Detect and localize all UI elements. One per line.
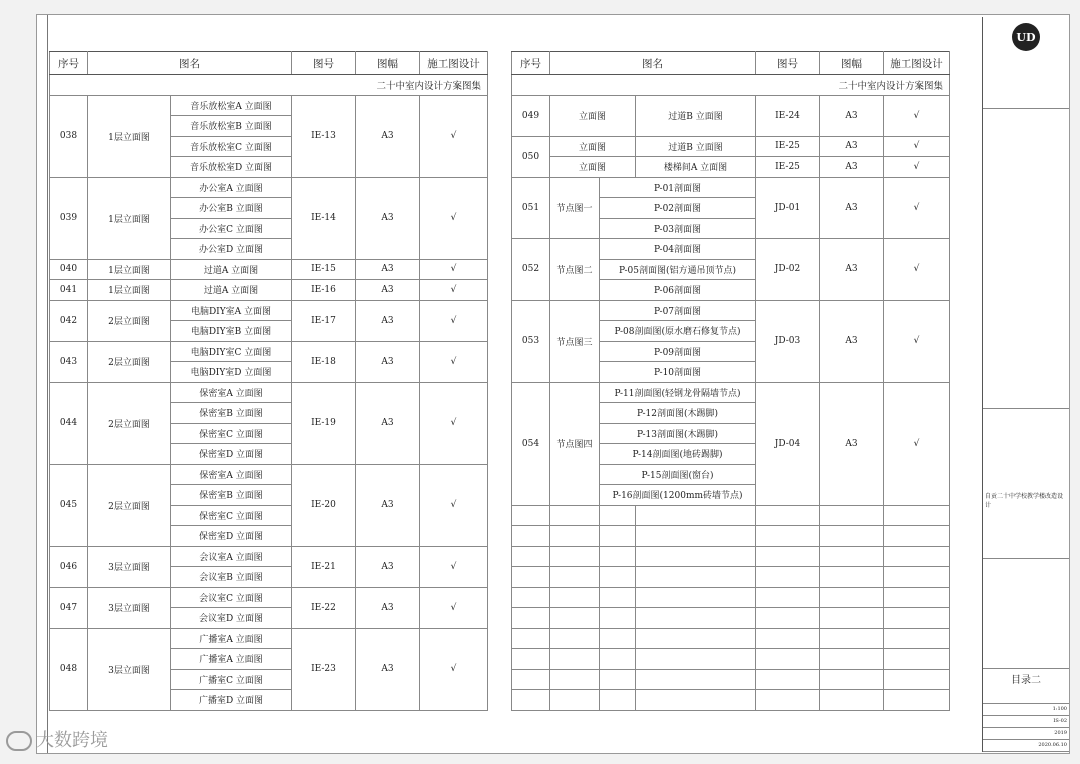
row-number: 042 xyxy=(50,300,88,341)
scale-cell: 1:100 xyxy=(983,704,1069,716)
row-number: 047 xyxy=(50,587,88,628)
col-no: 序号 xyxy=(512,52,550,75)
empty-cell xyxy=(820,546,884,567)
empty-cell xyxy=(512,649,550,670)
drawing-title: P-04剖面图 xyxy=(600,239,756,260)
paper-size: A3 xyxy=(356,177,420,259)
paper-size: A3 xyxy=(820,300,884,382)
drawing-code: JD-02 xyxy=(756,239,820,301)
drawing-code: IE-18 xyxy=(292,341,356,382)
empty-row xyxy=(512,669,950,690)
paper-size: A3 xyxy=(356,95,420,177)
drawing-title: 会议室D 立面图 xyxy=(171,608,292,629)
empty-cell xyxy=(550,649,600,670)
drawing-title: 办公室D 立面图 xyxy=(171,239,292,260)
drawing-code: IE-20 xyxy=(292,464,356,546)
drawing-code: IE-24 xyxy=(756,95,820,136)
drawing-title: 过道A 立面图 xyxy=(171,259,292,280)
empty-cell xyxy=(550,628,600,649)
drawing-code: IE-16 xyxy=(292,280,356,301)
drawing-title: 保密室B 立面图 xyxy=(171,403,292,424)
group-name: 2层立面图 xyxy=(88,382,171,464)
check-mark: √ xyxy=(420,177,488,259)
empty-cell xyxy=(820,649,884,670)
paper-size: A3 xyxy=(356,382,420,464)
watermark xyxy=(6,726,108,752)
empty-cell xyxy=(820,608,884,629)
check-mark: √ xyxy=(884,239,950,301)
title-block xyxy=(982,17,1069,752)
row-number: 050 xyxy=(512,136,550,177)
empty-cell xyxy=(550,505,600,526)
check-mark: √ xyxy=(420,259,488,280)
paper-size: A3 xyxy=(820,95,884,136)
empty-cell xyxy=(636,567,756,588)
check-mark: √ xyxy=(420,280,488,301)
drawing-code: IE-25 xyxy=(756,157,820,178)
drawing-code: IE-25 xyxy=(756,136,820,157)
row-number: 041 xyxy=(50,280,88,301)
drawing-title: 办公室A 立面图 xyxy=(171,177,292,198)
empty-cell xyxy=(636,587,756,608)
table-row xyxy=(512,177,950,198)
drawing-code: IE-13 xyxy=(292,95,356,177)
check-mark: √ xyxy=(420,587,488,628)
group-name: 2层立面图 xyxy=(88,341,171,382)
drawing-title: 保密室D 立面图 xyxy=(171,526,292,547)
subtitle-row xyxy=(50,75,488,96)
empty-cell xyxy=(884,526,950,547)
drawing-code: IE-23 xyxy=(292,628,356,710)
check-mark: √ xyxy=(884,177,950,239)
col-title: 图名 xyxy=(88,52,292,75)
empty-cell xyxy=(636,526,756,547)
table-row xyxy=(50,300,488,321)
empty-cell xyxy=(636,669,756,690)
check-mark: √ xyxy=(884,300,950,382)
drawing-name: 目录二 xyxy=(1011,675,1041,686)
header-row xyxy=(512,52,950,75)
empty-cell xyxy=(756,608,820,629)
drawing-title: 保密室C 立面图 xyxy=(171,505,292,526)
drawing-title: 楼梯间A 立面图 xyxy=(636,157,756,178)
table-row xyxy=(50,95,488,116)
empty-cell xyxy=(512,669,550,690)
empty-row xyxy=(512,526,950,547)
empty-row xyxy=(512,546,950,567)
paper-size: A3 xyxy=(356,587,420,628)
drawing-title: 会议室B 立面图 xyxy=(171,567,292,588)
notes-area xyxy=(983,109,1069,409)
project-subtitle: 二十中室内设计方案图集 xyxy=(512,75,950,96)
drawing-title: 电脑DIY室B 立面图 xyxy=(171,321,292,342)
paper-size: A3 xyxy=(356,280,420,301)
row-number: 039 xyxy=(50,177,88,259)
empty-cell xyxy=(756,526,820,547)
table-row xyxy=(50,464,488,485)
empty-cell xyxy=(636,649,756,670)
drawing-code: IE-15 xyxy=(292,259,356,280)
row-number: 038 xyxy=(50,95,88,177)
empty-cell xyxy=(600,690,636,711)
empty-cell xyxy=(636,546,756,567)
check-mark: √ xyxy=(420,341,488,382)
paper-size: A3 xyxy=(820,136,884,157)
group-name: 节点图二 xyxy=(550,239,600,301)
group-name: 立面图 xyxy=(550,157,636,178)
empty-row xyxy=(512,587,950,608)
empty-cell xyxy=(884,587,950,608)
group-name: 立面图 xyxy=(550,95,636,136)
table-row xyxy=(50,628,488,649)
table-row xyxy=(512,239,950,260)
row-number: 049 xyxy=(512,95,550,136)
group-name: 1层立面图 xyxy=(88,177,171,259)
empty-cell xyxy=(636,505,756,526)
empty-row xyxy=(512,505,950,526)
drawing-title: P-16剖面图(1200mm砖墙节点) xyxy=(600,485,756,506)
drawing-title: 办公室B 立面图 xyxy=(171,198,292,219)
empty-cell xyxy=(756,690,820,711)
drawing-title: 保密室A 立面图 xyxy=(171,382,292,403)
empty-cell xyxy=(820,628,884,649)
col-size: 图幅 xyxy=(820,52,884,75)
year-cell: 2019 xyxy=(983,728,1069,740)
check-mark: √ xyxy=(420,628,488,710)
row-number: 054 xyxy=(512,382,550,505)
drawing-code: IE-22 xyxy=(292,587,356,628)
empty-cell xyxy=(884,567,950,588)
paper-size: A3 xyxy=(820,157,884,178)
empty-cell xyxy=(884,546,950,567)
row-number: 052 xyxy=(512,239,550,301)
col-title: 图名 xyxy=(550,52,756,75)
catalog-table-right xyxy=(511,51,950,711)
row-number: 053 xyxy=(512,300,550,382)
row-number: 051 xyxy=(512,177,550,239)
empty-cell xyxy=(512,546,550,567)
col-stage: 施工图设计 xyxy=(884,52,950,75)
col-no: 序号 xyxy=(50,52,88,75)
group-name: 1层立面图 xyxy=(88,95,171,177)
empty-cell xyxy=(820,526,884,547)
drawing-title: P-08剖面图(原水磨石修复节点) xyxy=(600,321,756,342)
drawing-title: 广播室A 立面图 xyxy=(171,628,292,649)
drawing-title: 电脑DIY室A 立面图 xyxy=(171,300,292,321)
empty-cell xyxy=(756,587,820,608)
empty-cell xyxy=(550,690,600,711)
empty-cell xyxy=(600,526,636,547)
drawing-sheet xyxy=(36,14,1070,754)
empty-cell xyxy=(756,628,820,649)
drawing-title: P-03剖面图 xyxy=(600,218,756,239)
drawing-name-area xyxy=(983,669,1069,704)
empty-cell xyxy=(512,567,550,588)
paper-size: A3 xyxy=(356,341,420,382)
empty-row xyxy=(512,649,950,670)
check-mark: √ xyxy=(420,546,488,587)
empty-cell xyxy=(512,628,550,649)
empty-cell xyxy=(512,505,550,526)
drawing-code-cell: IS-02 xyxy=(983,716,1069,728)
drawing-title: 保密室D 立面图 xyxy=(171,444,292,465)
drawing-code: IE-19 xyxy=(292,382,356,464)
empty-cell xyxy=(550,608,600,629)
empty-cell xyxy=(756,505,820,526)
drawing-title: P-10剖面图 xyxy=(600,362,756,383)
empty-cell xyxy=(600,546,636,567)
row-number: 043 xyxy=(50,341,88,382)
drawing-title: P-07剖面图 xyxy=(600,300,756,321)
watermark-text: 大数跨境 xyxy=(36,730,108,751)
drawing-title: P-01剖面图 xyxy=(600,177,756,198)
empty-cell xyxy=(820,587,884,608)
drawing-title: 广播室A 立面图 xyxy=(171,649,292,670)
empty-cell xyxy=(512,690,550,711)
table-row xyxy=(50,587,488,608)
empty-cell xyxy=(884,690,950,711)
drawing-title: P-09剖面图 xyxy=(600,341,756,362)
drawing-title: P-14剖面图(地砖踢脚) xyxy=(600,444,756,465)
date-cell: 2020.06.10 xyxy=(983,740,1069,752)
empty-cell xyxy=(820,690,884,711)
drawing-code: JD-01 xyxy=(756,177,820,239)
empty-cell xyxy=(512,608,550,629)
empty-cell xyxy=(600,649,636,670)
empty-cell xyxy=(756,546,820,567)
company-logo-area xyxy=(983,17,1069,109)
col-stage: 施工图设计 xyxy=(420,52,488,75)
paper-size: A3 xyxy=(820,382,884,505)
col-code: 图号 xyxy=(292,52,356,75)
table-row xyxy=(50,382,488,403)
drawing-title: P-06剖面图 xyxy=(600,280,756,301)
group-name: 节点图四 xyxy=(550,382,600,505)
empty-cell xyxy=(600,669,636,690)
paper-size: A3 xyxy=(356,300,420,341)
empty-cell xyxy=(884,669,950,690)
drawing-title: 保密室B 立面图 xyxy=(171,485,292,506)
paper-size: A3 xyxy=(820,239,884,301)
check-mark: √ xyxy=(420,95,488,177)
subtitle-row xyxy=(512,75,950,96)
table-row xyxy=(50,341,488,362)
empty-cell xyxy=(550,669,600,690)
paper-size: A3 xyxy=(356,628,420,710)
empty-row xyxy=(512,567,950,588)
empty-cell xyxy=(600,608,636,629)
table-row xyxy=(50,280,488,301)
group-name: 节点图一 xyxy=(550,177,600,239)
empty-cell xyxy=(600,505,636,526)
group-name: 3层立面图 xyxy=(88,587,171,628)
table-row xyxy=(512,95,950,136)
group-name: 3层立面图 xyxy=(88,546,171,587)
signature-grid xyxy=(983,559,1069,669)
company-logo: UD xyxy=(1012,23,1040,51)
drawing-title: P-13剖面图(木踢脚) xyxy=(600,423,756,444)
drawing-title: 电脑DIY室D 立面图 xyxy=(171,362,292,383)
header-row xyxy=(50,52,488,75)
drawing-title: 会议室A 立面图 xyxy=(171,546,292,567)
drawing-title: P-15剖面图(窗台) xyxy=(600,464,756,485)
empty-cell xyxy=(884,628,950,649)
table-row xyxy=(512,300,950,321)
drawing-title: 音乐放松室A 立面图 xyxy=(171,95,292,116)
empty-cell xyxy=(636,628,756,649)
issuer-name: 自贡二十中学校教学楼改造设计 xyxy=(985,493,1064,509)
drawing-title: 广播室D 立面图 xyxy=(171,690,292,711)
empty-cell xyxy=(550,526,600,547)
table-row xyxy=(50,259,488,280)
empty-cell xyxy=(884,649,950,670)
drawing-title: 办公室C 立面图 xyxy=(171,218,292,239)
empty-cell xyxy=(884,608,950,629)
drawing-title: 过道B 立面图 xyxy=(636,136,756,157)
empty-cell xyxy=(756,669,820,690)
drawing-code: IE-14 xyxy=(292,177,356,259)
drawing-title: 音乐放松室B 立面图 xyxy=(171,116,292,137)
paper-size: A3 xyxy=(356,546,420,587)
empty-cell xyxy=(756,567,820,588)
drawing-title: 音乐放松室D 立面图 xyxy=(171,157,292,178)
empty-row xyxy=(512,690,950,711)
row-number: 046 xyxy=(50,546,88,587)
check-mark: √ xyxy=(884,95,950,136)
check-mark: √ xyxy=(884,136,950,157)
watermark-logo-icon xyxy=(6,731,32,751)
check-mark: √ xyxy=(884,382,950,505)
table-row xyxy=(50,546,488,567)
col-code: 图号 xyxy=(756,52,820,75)
empty-cell xyxy=(600,587,636,608)
group-name: 2层立面图 xyxy=(88,300,171,341)
empty-cell xyxy=(820,567,884,588)
drawing-title: P-12剖面图(木踢脚) xyxy=(600,403,756,424)
row-number: 044 xyxy=(50,382,88,464)
drawing-title: P-02剖面图 xyxy=(600,198,756,219)
empty-cell xyxy=(550,567,600,588)
table-row xyxy=(512,136,950,157)
drawing-title: 电脑DIY室C 立面图 xyxy=(171,341,292,362)
empty-cell xyxy=(550,546,600,567)
drawing-code: JD-03 xyxy=(756,300,820,382)
paper-size: A3 xyxy=(356,259,420,280)
empty-cell xyxy=(820,505,884,526)
empty-cell xyxy=(884,505,950,526)
drawing-title: 音乐放松室C 立面图 xyxy=(171,136,292,157)
check-mark: √ xyxy=(420,464,488,546)
project-info-area xyxy=(983,409,1069,559)
drawing-title: 过道B 立面图 xyxy=(636,95,756,136)
check-mark: √ xyxy=(420,382,488,464)
group-name: 节点图三 xyxy=(550,300,600,382)
catalog-table-left xyxy=(49,51,488,711)
drawing-title: 过道A 立面图 xyxy=(171,280,292,301)
empty-cell xyxy=(636,608,756,629)
empty-row xyxy=(512,608,950,629)
empty-cell xyxy=(600,628,636,649)
row-number: 048 xyxy=(50,628,88,710)
empty-cell xyxy=(512,526,550,547)
group-name: 3层立面图 xyxy=(88,628,171,710)
empty-cell xyxy=(550,587,600,608)
drawing-code: IE-21 xyxy=(292,546,356,587)
empty-cell xyxy=(600,567,636,588)
row-number: 040 xyxy=(50,259,88,280)
project-subtitle: 二十中室内设计方案图集 xyxy=(50,75,488,96)
empty-cell xyxy=(636,690,756,711)
drawing-title: 广播室C 立面图 xyxy=(171,669,292,690)
paper-size: A3 xyxy=(820,177,884,239)
drawing-code: JD-04 xyxy=(756,382,820,505)
drawing-title: 会议室C 立面图 xyxy=(171,587,292,608)
check-mark: √ xyxy=(884,157,950,178)
check-mark: √ xyxy=(420,300,488,341)
group-name: 1层立面图 xyxy=(88,280,171,301)
group-name: 2层立面图 xyxy=(88,464,171,546)
table-row xyxy=(512,157,950,178)
paper-size: A3 xyxy=(356,464,420,546)
row-number: 045 xyxy=(50,464,88,546)
drawing-title: 保密室A 立面图 xyxy=(171,464,292,485)
drawing-code: IE-17 xyxy=(292,300,356,341)
empty-cell xyxy=(756,649,820,670)
group-name: 立面图 xyxy=(550,136,636,157)
drawing-title: P-05剖面图(铝方通吊顶节点) xyxy=(600,259,756,280)
col-size: 图幅 xyxy=(356,52,420,75)
drawing-title: 保密室C 立面图 xyxy=(171,423,292,444)
table-row xyxy=(50,177,488,198)
empty-cell xyxy=(820,669,884,690)
drawing-title: P-11剖面图(轻钢龙骨隔墙节点) xyxy=(600,382,756,403)
table-row xyxy=(512,382,950,403)
binding-margin xyxy=(37,15,48,753)
empty-cell xyxy=(512,587,550,608)
group-name: 1层立面图 xyxy=(88,259,171,280)
empty-row xyxy=(512,628,950,649)
